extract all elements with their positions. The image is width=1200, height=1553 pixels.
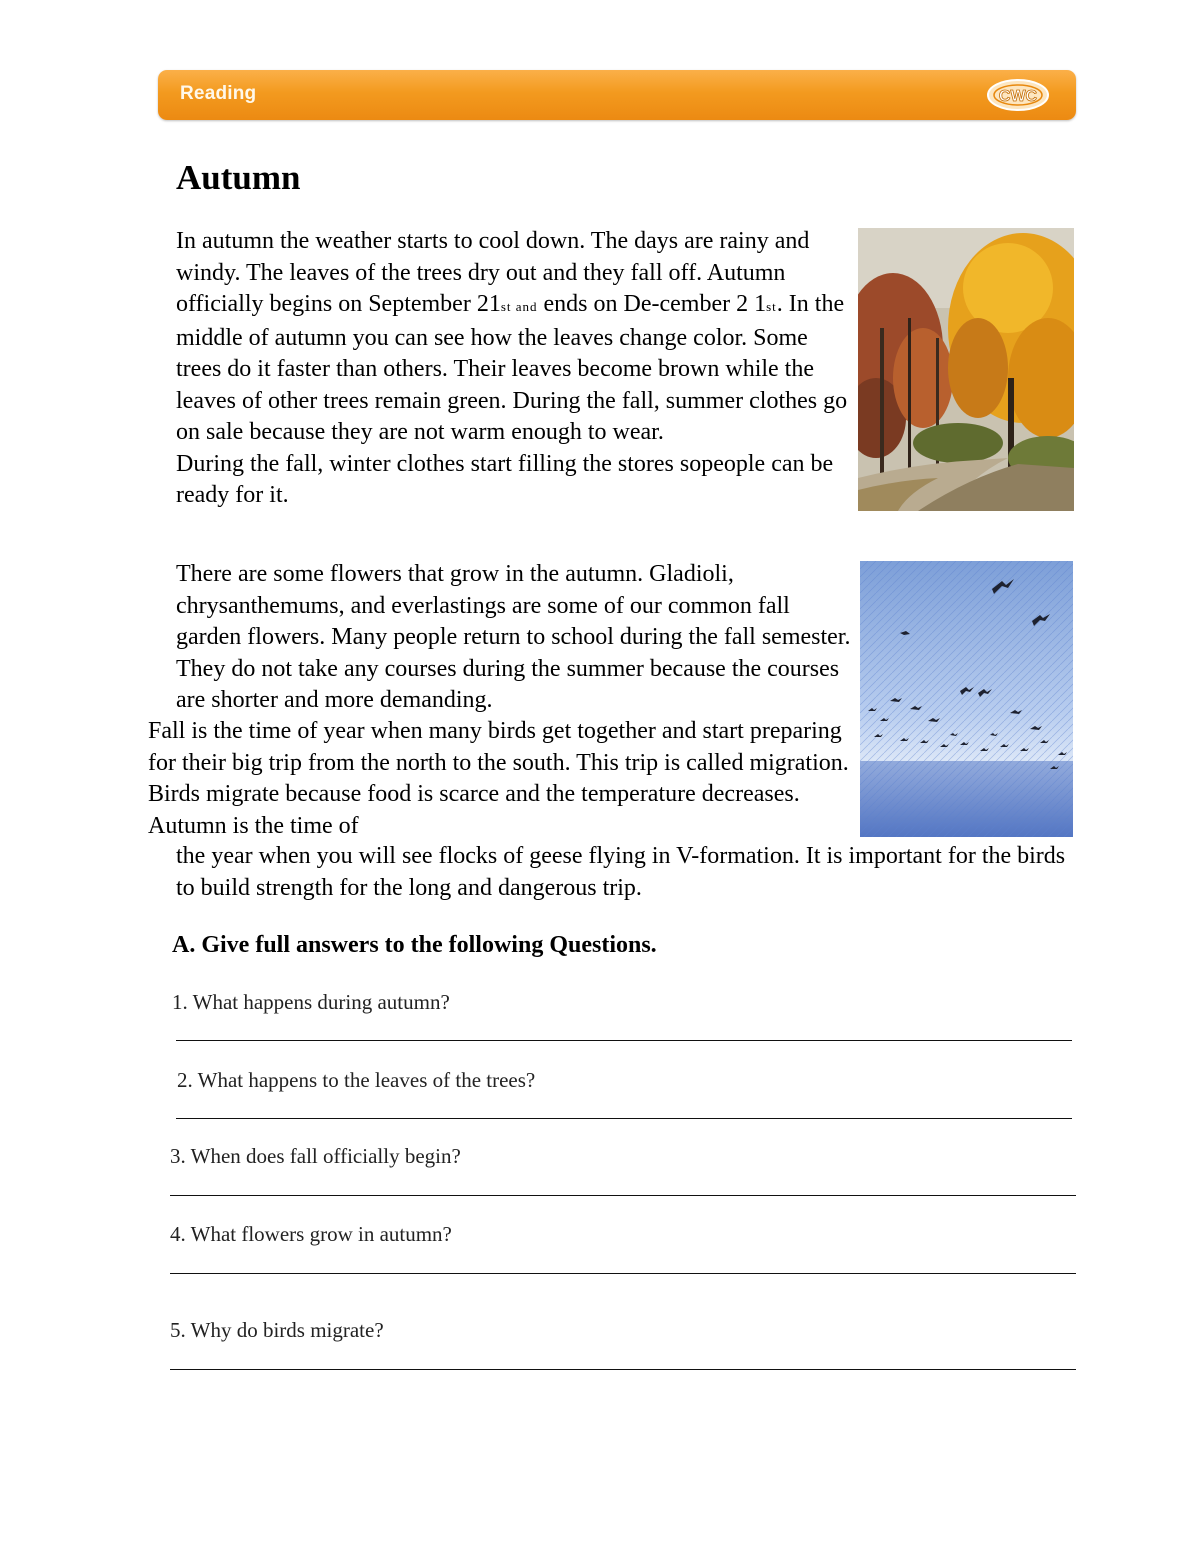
- exercise-instruction: A. Give full answers to the following Questions.: [172, 932, 657, 958]
- publisher-logo: [986, 78, 1050, 112]
- answer-line-2[interactable]: [176, 1118, 1072, 1119]
- answer-line-3[interactable]: [170, 1195, 1076, 1196]
- migrating-birds-photo: [860, 561, 1073, 837]
- question-1: 1. What happens during autumn?: [172, 990, 450, 1014]
- page-title: Autumn: [176, 158, 301, 197]
- autumn-forest-photo: [858, 228, 1074, 511]
- p1-text-d: During the fall, winter clothes start filling the stores sopeople can be ready for it.: [176, 450, 834, 508]
- answer-line-5[interactable]: [170, 1369, 1076, 1370]
- section-banner: [158, 70, 1076, 120]
- logo-text: CWC: [998, 88, 1038, 105]
- paragraph-migration: Fall is the time of year when many birds get together and start preparing for their big trip from the north to the south. This trip is called migration. Birds migrate because food is scarce and the temperature decreases. Autumn is the time of: [148, 718, 849, 839]
- section-label: Reading: [180, 83, 257, 104]
- p1-text-c: . In the middle of autumn you can see how the leaves change color. Some trees do it faster than others. Their leaves become brown while the leaves of other trees remain green. During the fall, summer clothes go on sale because they are not warm enough to wear.: [176, 291, 848, 445]
- p1-suffix-a: st and: [500, 299, 538, 314]
- answer-line-4[interactable]: [170, 1273, 1076, 1274]
- p1-suffix-b: st: [766, 299, 777, 314]
- answer-line-1[interactable]: [176, 1040, 1072, 1041]
- question-5: 5. Why do birds migrate?: [170, 1318, 384, 1342]
- p1-text-b: ends on De-cember 2 1: [537, 291, 767, 317]
- paragraph-weather: [176, 226, 848, 512]
- paragraph-flowers: There are some flowers that grow in the autumn. Gladioli, chrysanthemums, and everlastings are some of our common fall garden flowers. Many people return to school during the fall semester. They do not take any courses during the summer because the courses are shorter and more demanding.: [176, 561, 851, 713]
- question-2: 2. What happens to the leaves of the trees?: [177, 1068, 536, 1092]
- question-3: 3. When does fall officially begin?: [170, 1144, 461, 1168]
- paragraph-geese: the year when you will see flocks of geese flying in V-formation. It is important for the birds to build strength for the long and dangerous trip.: [176, 843, 1066, 901]
- question-4: 4. What flowers grow in autumn?: [170, 1222, 452, 1246]
- p1-text-a: In autumn the weather starts to cool down. The days are rainy and windy. The leaves of the trees dry out and they fall off. Autumn officially begins on September 21: [176, 228, 810, 317]
